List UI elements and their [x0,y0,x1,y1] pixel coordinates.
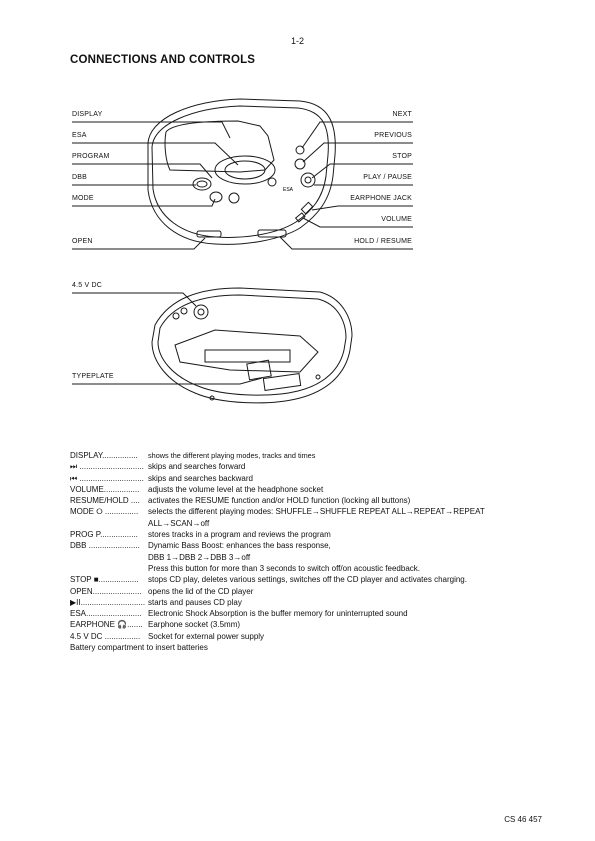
description-text: adjusts the volume level at the headphone socket [148,484,324,494]
description-row [70,597,540,608]
document-code: CS 46 457 [504,815,542,824]
description-text: Dynamic Bass Boost: enhances the bass response, [148,541,331,551]
description-term: MODE ⭘ ............... [70,507,139,517]
description-term: DBB ....................... [70,541,140,551]
description-term: ▶II............................. [70,597,146,607]
description-term: PROG P................. [70,530,138,540]
description-row [70,586,540,597]
description-row [70,529,540,540]
callout-next: NEXT [392,111,412,118]
callout-play-pause: PLAY / PAUSE [363,174,412,181]
description-text: Electronic Shock Absorption is the buffer memory for uninterrupted sound [148,609,408,619]
description-text: Socket for external power supply [148,631,265,641]
description-row [70,642,540,653]
description-text: skips and searches backward [148,473,253,483]
description-text: Earphone socket (3.5mm) [148,620,241,630]
description-row [70,506,540,517]
description-term: OPEN...................... [70,586,142,596]
callout-volume: VOLUME [381,216,412,223]
description-text: selects the different playing modes: SHUFFLE→SHUFFLE REPEAT ALL→REPEAT→REPEAT [148,507,485,517]
description-row [70,540,540,551]
callout-open: OPEN [72,238,93,245]
description-row [70,495,540,506]
controls-description-list [70,450,540,653]
player-underside-outline [152,288,352,403]
description-text: stores tracks in a program and reviews the program [148,530,331,540]
description-term: DISPLAY................ [70,451,138,460]
description-row [70,619,540,630]
description-text: opens the lid of the CD player [148,586,254,596]
description-term: STOP ■.................. [70,575,139,585]
description-term: Battery compartment to insert batteries [70,643,208,653]
description-term: ⏭ ............................. [70,462,144,472]
description-term: VOLUME................ [70,484,140,494]
description-term: RESUME/HOLD .... [70,496,140,506]
description-continuation: DBB 1→DBB 2→DBB 3→off [148,552,251,562]
description-term: 4.5 V DC ................ [70,631,141,641]
callout-display: DISPLAY [72,111,103,118]
callout-hold-resume: HOLD / RESUME [354,238,412,245]
description-term: ESA......................... [70,609,142,619]
description-row [70,473,540,484]
device-esa-label: ESA [283,187,294,193]
description-continuation: Press this button for more than 3 seconds to switch off/on acoustic feedback. [148,563,420,573]
callout-stop: STOP [392,153,412,160]
description-text: starts and pauses CD play [148,597,242,607]
description-text: skips and searches forward [148,462,246,472]
callout-mode: MODE [72,195,94,202]
callout-previous: PREVIOUS [374,132,412,139]
description-text: activates the RESUME function and/or HOLD function (locking all buttons) [148,496,411,506]
description-term: EARPHONE 🎧....... [70,620,143,630]
description-row [70,450,540,461]
callout-dc-socket: 4.5 V DC [72,282,102,289]
description-term: ⏮ ............................. [70,473,144,483]
description-row [70,631,540,642]
page-number: 1-2 [290,36,304,46]
callout-esa: ESA [72,132,87,139]
description-row [70,461,540,472]
description-row [70,574,540,585]
description-row [70,608,540,619]
callout-typeplate: TYPEPLATE [72,373,114,380]
description-row [70,484,540,495]
callout-earphone-jack: EARPHONE JACK [350,195,412,202]
callout-program: PROGRAM [72,153,110,160]
description-continuation: ALL→SCAN→off [148,518,210,528]
callout-dbb: DBB [72,174,87,181]
page-title: CONNECTIONS AND CONTROLS [70,54,256,66]
description-text: stops CD play, deletes various settings, switches off the CD player and activates charging. [148,575,467,585]
description-text: shows the different playing modes, tracks and times [148,451,316,460]
